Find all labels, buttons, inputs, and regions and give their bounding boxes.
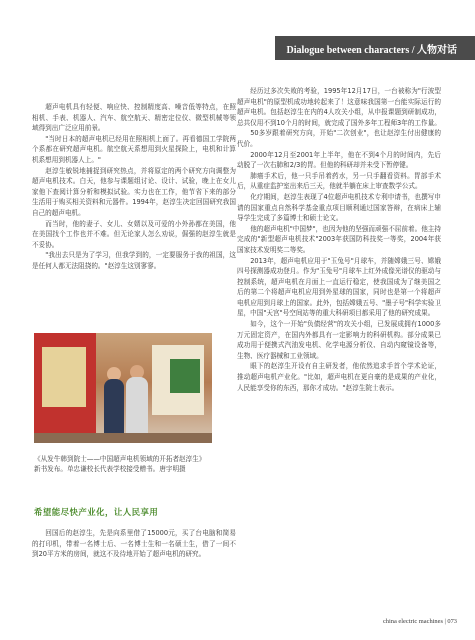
paragraph: "当时日本的超声电机已经用在照相机上面了。再看德国工学院两个系都在研究超声电机。航空航天系想用到火星探险上，电机和计算机系想用到机器人上。" — [32, 134, 236, 164]
page-footer: china electric machines | 073 — [382, 618, 457, 625]
page-header — [0, 0, 475, 72]
book-launch-photo — [34, 333, 212, 443]
paragraph: "我出去只是为了学习，但我学到的，一定要服务于我的祖国，这是任何人都无法阻挠的。"赵淳生这别寥寥。 — [32, 251, 236, 270]
paragraph: 回国后的赵淳生，先是向系里借了15000元，买了台电脑和简易的打印机，带着一名博士后、一名博士生和一名硕士生，借了一间不到20平方米的房间，就这不及待地开始了超声电机的研究。 — [32, 529, 236, 559]
section-heading: 希望能尽快产业化，让人民享用 — [34, 507, 159, 517]
left-column — [32, 102, 236, 272]
photo-caption: 《从发牛韩到院士——中国超声电机领域的开拓者赵淳生》新书发布。单忠谦校长代表学校接受赠书。唐宇明摄 — [34, 455, 206, 474]
paragraph: 50多岁跟着研究方向，开始"二次创业"，也让赵淳生付出健康的代价。 — [237, 129, 441, 148]
paragraph: 而当时，他的妻子、女儿、女婿以及可爱的小外孙都在美国，他在美国找个工作也并不难。但无论家人怎么劝说，倔强的赵淳生就是不妥协。 — [32, 219, 236, 249]
paragraph: 超声电机具有轻便、响应快、控制精度高、噪音低等特点，在照相机、手表、机器人、汽车、航空航天、精密定位仪、微型机械等领域得到出广泛应用前景。 — [32, 103, 236, 133]
right-column — [237, 86, 441, 393]
paragraph: 肺癌手术后，他一只手吊着药水，另一只手翻看资料。胃部手术后，从重症监护室出来后三天，他就半躺在床上审查数学公式。 — [237, 171, 441, 191]
paragraph: 2000年12月至2001年上半年，他在不到4个月的时间内，先后动脱了一次右肺和2/3的胃。但他的科研却并未受下暂停键。 — [237, 150, 441, 170]
paragraph: 经历过多次失败的考验，1995年12月17日，一台被称为"行波型超声电机"的原型机成功地转起来了！这意味我国第一台能实际运行的超声电机。包括赵淳生在内的4人攻关小组，从申报课题到研制成功，总共仅用不到10个月的时间，就完成了国外多年工程师3年的工作量。 — [237, 87, 441, 127]
paragraph: 赵淳生敏锐地捕捉到研究热点，并将原定的两个研究方向调整为超声电机技术。白天，他参与课题组讨论、设计、试验，晚上在女儿家他下查阅计算分析和模拟试验。实力也在工作，他节省下来的部分生活用于购买相关资料和元器件。1994年，赵淳生决定回国研究我国自己的超声电机。 — [32, 166, 236, 217]
paragraph: 2013年，超声电机应用于"玉兔号"月球车，并随嫦娥三号、嫦娥四号探测器成功登月。作为"玉兔号"月球车上红外成像光谱仪的驱动与控制系统，超声电机在月面上一直运行稳定，使我国成为了继美国之后的第二个将超声电机应用到外星球的国家，同时也是第一个将超声电机应用到月球上的国家。此外，包括嫦娥五号、"墨子号"科学实验卫星，中国"天宫"号空间站等的重大科研项目都采用了他的研究成果。 — [237, 256, 441, 318]
paragraph: 眼下的赵淳生开设有自主研发者，他依然追求手首个学术论证，推动超声电机产业化。"比如，超声电机在更自豪的是成果的产业化，人民能享受你的东西，那你才成功。"赵淳生院士表示。 — [237, 362, 441, 392]
section-title: Dialogue between characters / 人物对话 — [286, 45, 457, 56]
paragraph: 如今，这个一开始"负债经营"的攻关小组，已发展成拥有1000多万元固定资产，在国内外都具有一定影响力的科研机构。部分成果已成功用于便携式汽油发电机、化学电源分析仪、自动内窥镜设备等，生物、医疗器械和工业领域。 — [237, 320, 441, 360]
paragraph: 化疗期间，赵淳生表现了4位超声电机技术专利申请书，也撰写申请的国家重点自然科学基金重点项目顺利通过国家答辩，在病床上辅导学生完成了多篇博士和硕士论文。 — [237, 192, 441, 223]
paragraph: 他的超声电机"中国梦"，也因为他的坚强而顽强不屈前着。他主持完成的"新型超声电机技术"2003年获国防科技奖一等奖，2004年获国家技术发明奖二等奖。 — [237, 224, 441, 254]
